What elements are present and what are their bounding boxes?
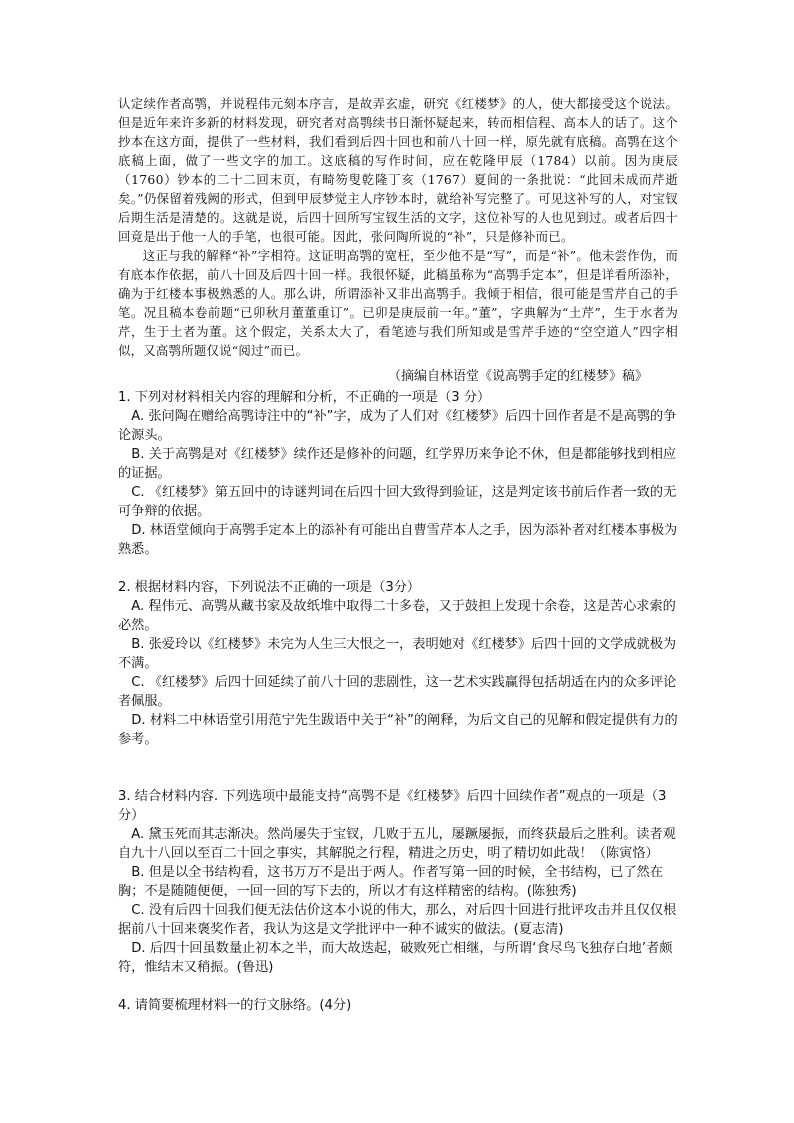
passage-source: （摘编自林语堂《说高鹗手定的红楼梦》稿》 — [388, 369, 649, 384]
question-2-option-a: A. 程伟元、高鹗从藏书家及故纸堆中取得二十多卷，又于鼓担上发现十余卷，这是苦心求索的必然。 — [118, 599, 676, 633]
question-1-option-d: D. 林语堂倾向于高鹗手定本上的添补有可能出自曹雪芹本人之手，因为添补者对红楼本事极为熟悉。 — [118, 523, 678, 557]
question-4-stem: 4. 请简要梳理材料一的行文脉络。(4分) — [118, 998, 352, 1013]
question-3-option-d: D. 后四十回虽数量止初本之半，而大故迭起，破败死亡相继，与所谓‘食尽鸟飞独存白地’者颇符，惟结末又稍振。(鲁迅) — [118, 941, 673, 975]
question-2-option-b: B. 张爱玲以《红楼梦》未完为人生三大恨之一，表明她对《红楼梦》后四十回的文学成就极为不满。 — [118, 637, 677, 671]
question-3-option-b: B. 但是以全书结构看，这书万万不是出于两人。作者写第一回的时候，全书结构，已了然在胸；不是随随便便，一回一回的写下去的，所以才有这样精密的结构。(陈独秀) — [118, 865, 663, 899]
question-1-option-a: A. 张问陶在赠给高鹗诗注中的“补”字，成为了人们对《红楼梦》后四十回作者是不是高鹗的争论源头。 — [118, 409, 677, 443]
passage-paragraph-1: 认定续作者高鹗，并说程伟元刻本序言，是故弄玄虚，研究《红楼梦》的人，使大都接受这个说法。但是近年来许多新的材料发现，研究者对高鹗续书日渐怀疑起来，转而相信程、高本人的话了。这个抄本在这方面，提供了一些材料，我们看到后四十回也和前八十回一样，原先就有底稿。高鹗在这个底稿上面，做了一些文字的加工。这底稿的写作时间，应在乾隆甲辰（1784）以前。因为庚辰（1760）钞本的二十二回末页，有畸笏叟乾隆丁亥（1767）夏间的一条批说：“此回未成而芹逝矣。”仍保留着残阙的形式，但到甲辰梦觉主人序钞本时，就给补写完整了。可见这补写的人，对宝钗后期生活是清楚的。这就是说，后四十回所写宝钗生活的文字，这位补写的人也见到过。或者后四十回竟是出于他一人的手笔，也很可能。因此，张问陶所说的“补”，只是修补而已。 — [118, 96, 678, 244]
question-1-option-b: B. 关于高鹗是对《红楼梦》续作还是修补的问题，红学界历来争论不休，但是都能够找到相应的证据。 — [118, 447, 677, 481]
question-3 — [118, 787, 680, 977]
question-2 — [118, 578, 680, 749]
question-4 — [118, 996, 680, 1015]
question-2-option-c: C. 《红楼梦》后四十回延续了前八十回的悲剧性，这一艺术实践赢得包括胡适在内的众多评论者佩服。 — [118, 675, 677, 709]
question-1 — [118, 388, 680, 559]
reading-passage — [118, 94, 678, 360]
question-2-stem: 2. 根据材料内容，下列说法不正确的一项是（3分） — [118, 580, 421, 595]
passage-paragraph-2: 这正与我的解释“补”字相符。这证明高鹗的宽枉，至少他不是“写”，而是“补”。他未尝作伪，而有底本作依据，前八十回及后四十回一样。我很怀疑，此稿虽称为“高鹗手定本”，但是详看所添补，确为于红楼本事极熟悉的人。那么讲，所谓添补又非出高鹗手。我倾于相信，很可能是雪芹自己的手笔。况且稿本卷前题“已卯秋月董董重订”。已卯是庚辰前一年。”董”，字典解为“土芹”，生于水者为芹，生于土者为董。这个假定，关系太大了，看笔迹与我们所知或是雪芹手迹的“空空道人”四字相似，又高鹗所题仅说“阅过”而已。 — [118, 248, 678, 358]
question-3-stem: 3. 结合材料内容. 下列选项中最能支持“高鹗不是《红楼梦》后四十回续作者”观点的一项是（3分） — [118, 789, 667, 823]
question-3-option-c: C. 没有后四十回我们便无法估价这本小说的伟大，那么，对后四十回进行批评攻击并且仅仅根据前八十回来褒奖作者，我认为这是文学批评中一种不诚实的做法。(夏志清) — [118, 903, 677, 937]
question-3-option-a: A. 黛玉死而其志渐决。然尚屡失于宝钗，几败于五儿，屡蹶屡振，而终获最后之胜利。读者观自九十八回以至百二十回之事实，其解脱之行程，精进之历史，明了精切如此哉！（陈寅恪） — [118, 827, 676, 861]
question-2-option-d: D. 材料二中林语堂引用范宁先生跋语中关于“补”的阐释，为后文自己的见解和假定提供有力的参考。 — [118, 713, 678, 747]
question-list — [118, 388, 680, 1015]
question-1-option-c: C. 《红楼梦》第五回中的诗谜判词在后四十回大致得到验证，这是判定该书前后作者一致的无可争辩的依据。 — [118, 485, 677, 519]
question-1-stem: 1. 下列对材料相关内容的理解和分析，不正确的一项是（3 分） — [118, 390, 491, 405]
